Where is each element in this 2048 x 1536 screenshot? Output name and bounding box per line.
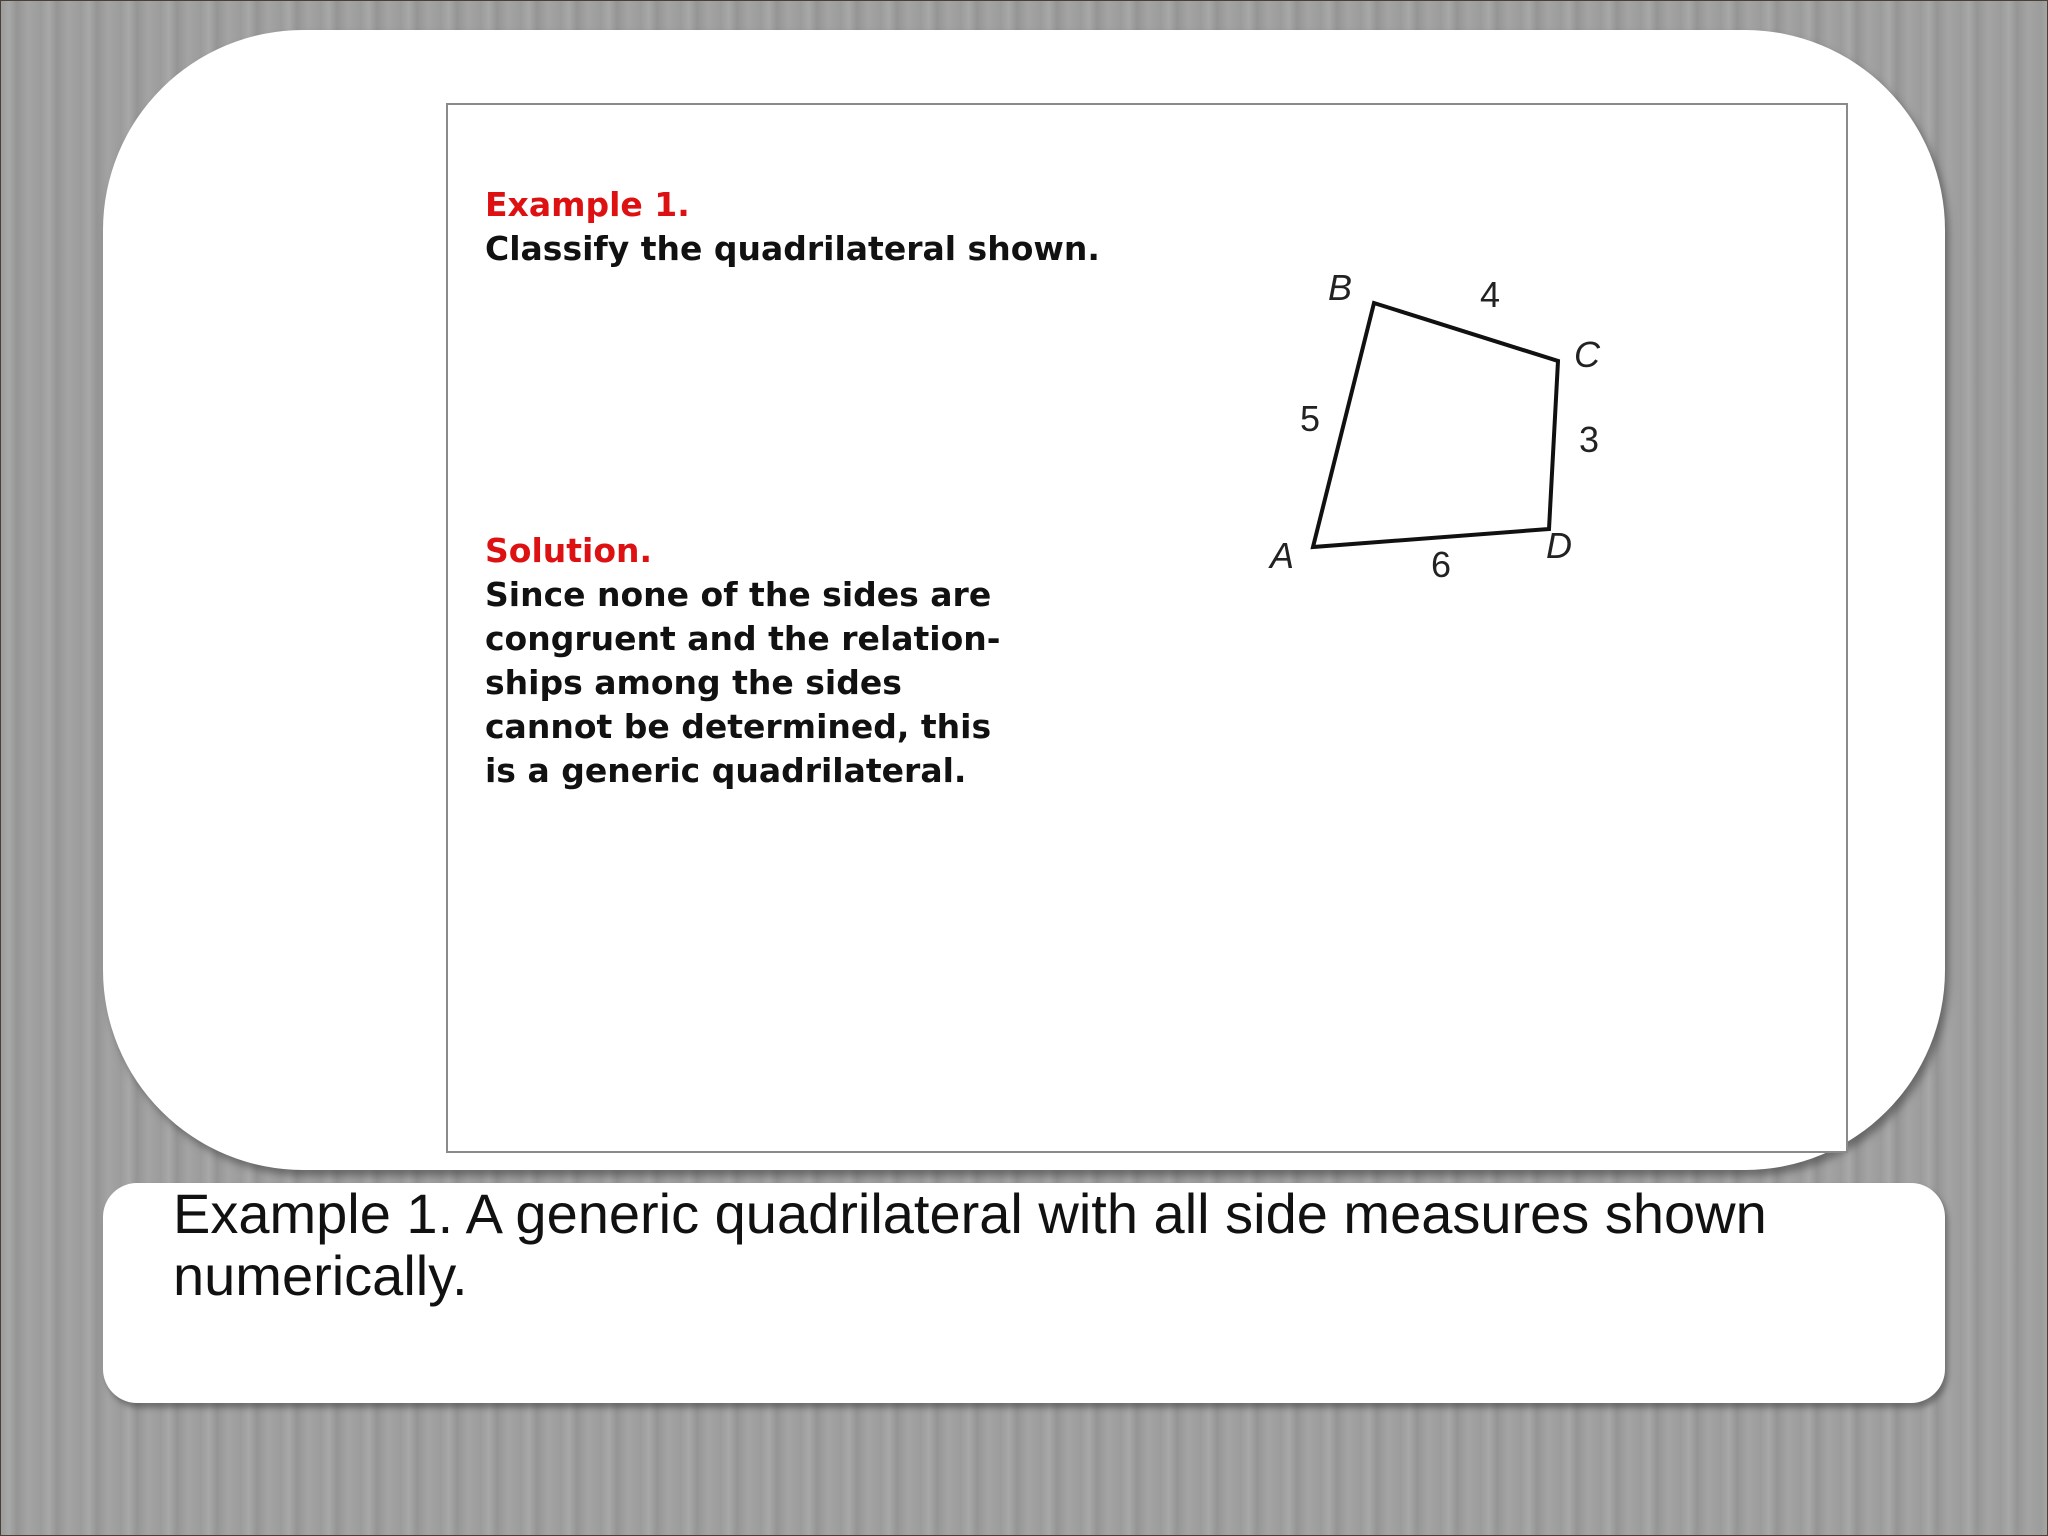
vertex-label-d: D [1546, 525, 1572, 566]
vertex-label-b: B [1328, 267, 1353, 308]
side-length-ab: 5 [1300, 398, 1321, 439]
slide-panel [103, 30, 1945, 1170]
side-length-cd: 3 [1579, 419, 1600, 460]
solution-line: congruent and the relation- [485, 619, 1001, 658]
solution-heading: Solution. [485, 531, 653, 570]
solution-line: ships among the sides [485, 663, 902, 702]
example-heading: Example 1. [485, 185, 690, 224]
caption-text: Example 1. A generic quadrilateral with all side measures shown numerically. [173, 1182, 1767, 1307]
vertex-label-a: A [1270, 535, 1295, 576]
side-length-da: 6 [1431, 544, 1452, 585]
quadrilateral-figure [448, 105, 1846, 1151]
vertex-label-c: C [1574, 334, 1600, 375]
solution-line: Since none of the sides are [485, 575, 992, 614]
quadrilateral-shape [1313, 303, 1558, 547]
side-length-bc: 4 [1480, 274, 1501, 315]
caption-panel [103, 1183, 1945, 1403]
solution-line: cannot be determined, this [485, 707, 992, 746]
slide-content [446, 103, 1848, 1153]
question-text: Classify the quadrilateral shown. [485, 229, 1100, 268]
solution-line: is a generic quadrilateral. [485, 751, 967, 790]
